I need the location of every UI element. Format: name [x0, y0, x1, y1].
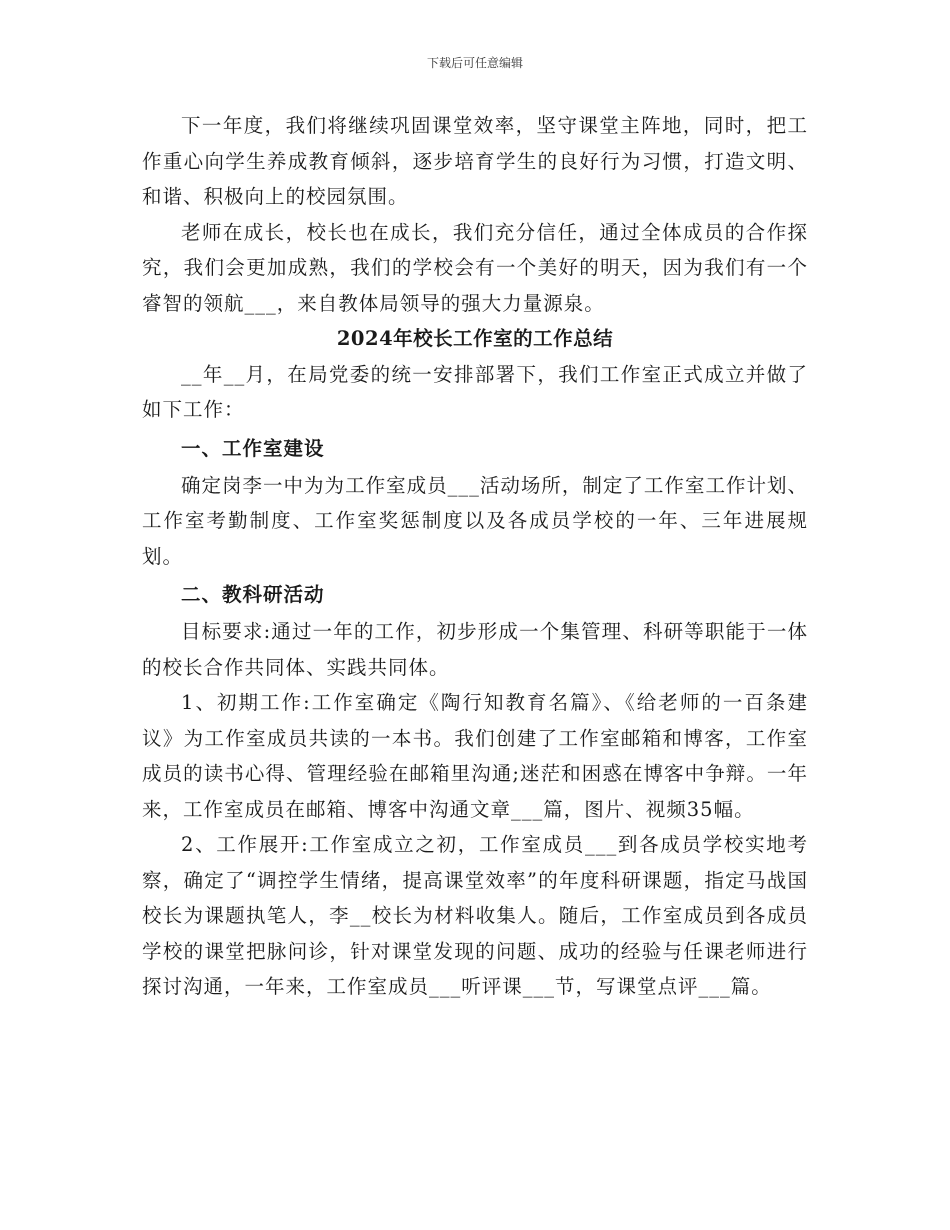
- section-heading-research: 二、教科研活动: [181, 583, 325, 606]
- paragraph-goal: 目标要求:通过一年的工作，初步形成一个集管理、科研等职能于一体的校长合作共同体、实践共同体。: [142, 620, 808, 679]
- document-body: [142, 108, 808, 1005]
- paragraph-work-development: 2、工作展开:工作室成立之初，工作室成员___到各成员学校实地考察，确定了“调控学生情绪，提高课堂效率”的年度科研课题，指定马战国校长为课题执笔人，李__校长为材料收集人。随后，工作室成员到各成员学校的课堂把脉问诊，针对课堂发现的问题、成功的经验与任课老师进行探讨沟通，一年来，工作室成员___听评课___节，写课堂点评___篇。: [142, 833, 808, 998]
- section-heading-construction: 一、工作室建设: [181, 436, 325, 460]
- paragraph-intro: __年__月，在局党委的统一安排部署下，我们工作室正式成立并做了如下工作：: [142, 362, 808, 421]
- page-header: 下载后可任意编辑: [426, 56, 523, 70]
- paragraph-growth: 老师在成长，校长也在成长，我们充分信任，通过全体成员的合作探究，我们会更加成熟，我们的学校会有一个美好的明天，因为我们有一个睿智的领航___，来自教体局领导的强大力量源泉。: [142, 220, 808, 315]
- paragraph-construction: 确定岗李一中为为工作室成员___活动场所，制定了工作室工作计划、工作室考勤制度、工作室奖惩制度以及各成员学校的一年、三年进展规划。: [142, 473, 808, 568]
- paragraph-next-year: 下一年度，我们将继续巩固课堂效率，坚守课堂主阵地，同时，把工作重心向学生养成教育倾斜，逐步培育学生的良好行为习惯，打造文明、和谐、积极向上的校园氛围。: [142, 114, 808, 208]
- document-title: 2024年校长工作室的工作总结: [336, 327, 614, 350]
- paragraph-initial-work: 1、初期工作:工作室确定《陶行知教育名篇》、《给老师的一百条建议》为工作室成员共读的一本书。我们创建了工作室邮箱和博客，工作室成员的读书心得、管理经验在邮箱里沟通;迷茫和困惑在博客中争辩。一年来，工作室成员在邮箱、博客中沟通文章___篇，图片、视频35幅。: [142, 691, 808, 821]
